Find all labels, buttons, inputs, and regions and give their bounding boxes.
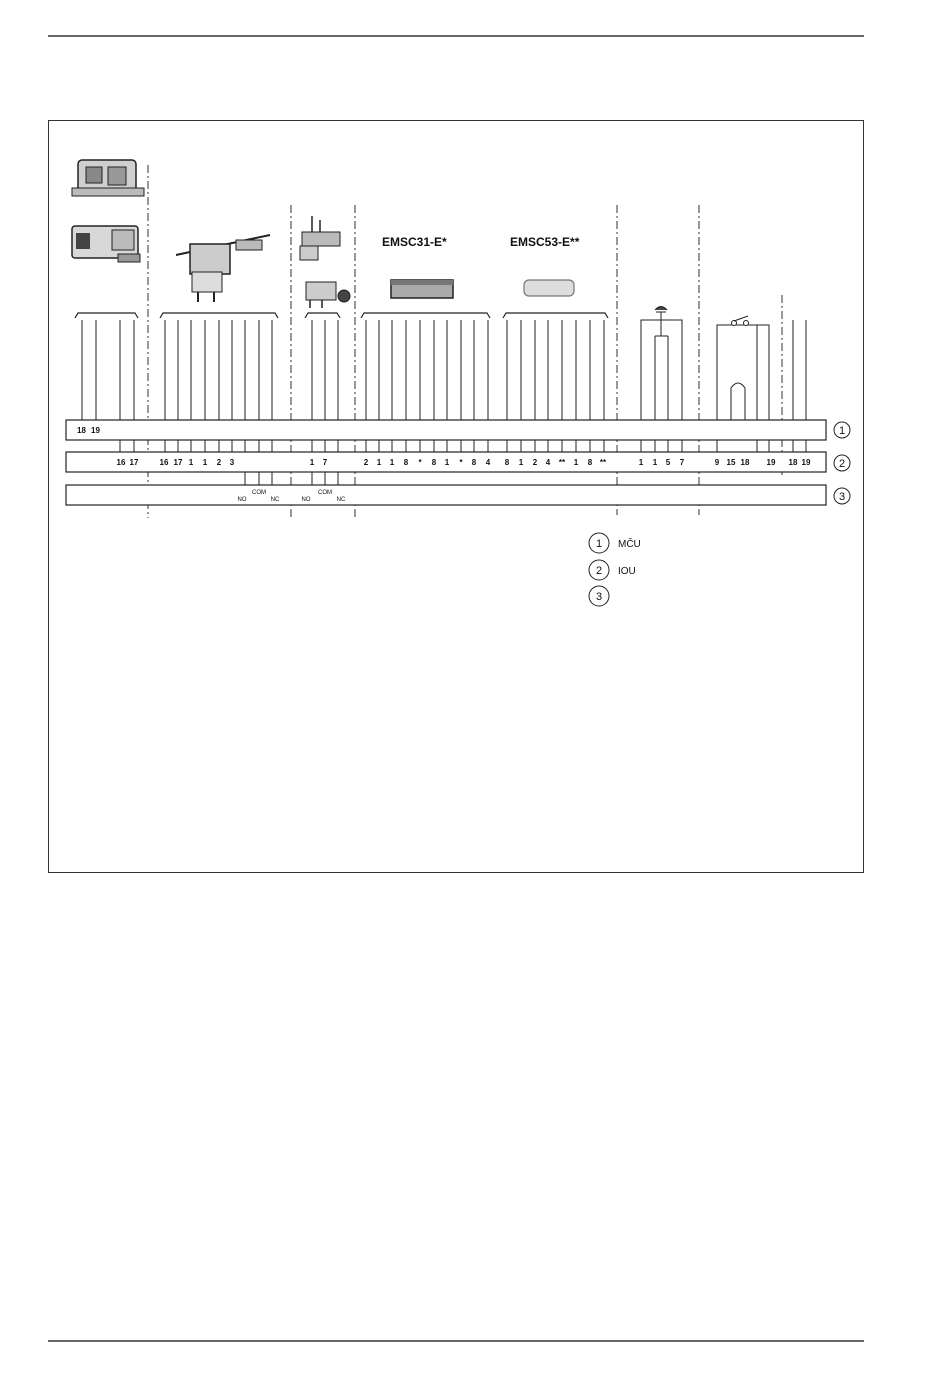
bar-marker-1: 1 <box>838 425 846 437</box>
terminal-label: 16 <box>116 458 126 467</box>
terminal-bar-1 <box>66 420 826 440</box>
terminal-label: 18 <box>788 458 798 467</box>
terminal-label: 5 <box>665 458 671 467</box>
terminal-label: 1 <box>518 458 524 467</box>
terminal-label: 7 <box>322 458 328 467</box>
terminal-label: 8 <box>471 458 477 467</box>
terminal-label: 2 <box>532 458 538 467</box>
control-box-icon <box>72 226 140 262</box>
terminal-label: 17 <box>129 458 139 467</box>
terminal-label: ** <box>599 458 607 467</box>
terminal-label: 2 <box>216 458 222 467</box>
micro-switch-icon <box>300 216 340 260</box>
terminal-label: 2 <box>363 458 369 467</box>
terminal-label: 19 <box>801 458 811 467</box>
terminal-label: 17 <box>173 458 183 467</box>
terminal-label: 1 <box>444 458 450 467</box>
row1-terminal-19: 19 <box>91 426 100 435</box>
terminal-bar-3 <box>66 485 826 505</box>
legend-text-1: MČU <box>618 539 641 550</box>
row1-terminal-18: 18 <box>77 426 86 435</box>
motor-device-icon <box>72 160 144 196</box>
terminal-label: 1 <box>652 458 658 467</box>
legend <box>589 533 641 606</box>
terminal-label: 1 <box>309 458 315 467</box>
contact-label-nc: NC <box>270 497 280 503</box>
legend-text-2: IOU <box>618 566 636 577</box>
bar-marker-3: 3 <box>838 491 846 503</box>
contact-label-no: NO <box>237 497 247 503</box>
bar-markers <box>834 422 850 504</box>
terminal-label: 9 <box>714 458 720 467</box>
terminal-label: 3 <box>229 458 235 467</box>
terminal-label: 8 <box>431 458 437 467</box>
terminal-label: 15 <box>726 458 736 467</box>
terminal-label: 4 <box>545 458 551 467</box>
group-brackets <box>75 313 608 318</box>
legend-number-2: 2 <box>595 565 603 577</box>
legend-number-3: 3 <box>595 591 603 603</box>
terminal-label: 16 <box>159 458 169 467</box>
terminal-label: * <box>459 458 463 467</box>
terminal-label: 18 <box>740 458 750 467</box>
terminal-label: 1 <box>188 458 194 467</box>
terminal-label: 1 <box>376 458 382 467</box>
terminal-label: 1 <box>202 458 208 467</box>
contact-label-com: COM <box>318 490 332 496</box>
contact-label-com: COM <box>252 490 266 496</box>
terminal-label: ** <box>558 458 566 467</box>
emsc31-module-icon <box>391 280 453 298</box>
terminal-label: 1 <box>638 458 644 467</box>
terminal-label: 19 <box>766 458 776 467</box>
terminal-label: 4 <box>485 458 491 467</box>
bar-marker-2: 2 <box>838 458 846 470</box>
model-label-emsc53: EMSC53-E** <box>510 235 580 249</box>
model-label-emsc31: EMSC31-E* <box>382 235 447 249</box>
terminal-label: 1 <box>573 458 579 467</box>
legend-number-1: 1 <box>595 538 603 550</box>
terminal-label: * <box>418 458 422 467</box>
emsc53-module-icon <box>524 280 574 296</box>
terminal-label: 8 <box>504 458 510 467</box>
terminal-label: 8 <box>403 458 409 467</box>
contact-label-nc: NC <box>336 497 346 503</box>
terminal-label: 1 <box>389 458 395 467</box>
limit-switch-assembly-icon <box>176 235 270 302</box>
aux-switch-icon <box>306 282 350 308</box>
contact-label-no: NO <box>301 497 311 503</box>
terminal-label: 7 <box>679 458 685 467</box>
terminal-label: 8 <box>587 458 593 467</box>
